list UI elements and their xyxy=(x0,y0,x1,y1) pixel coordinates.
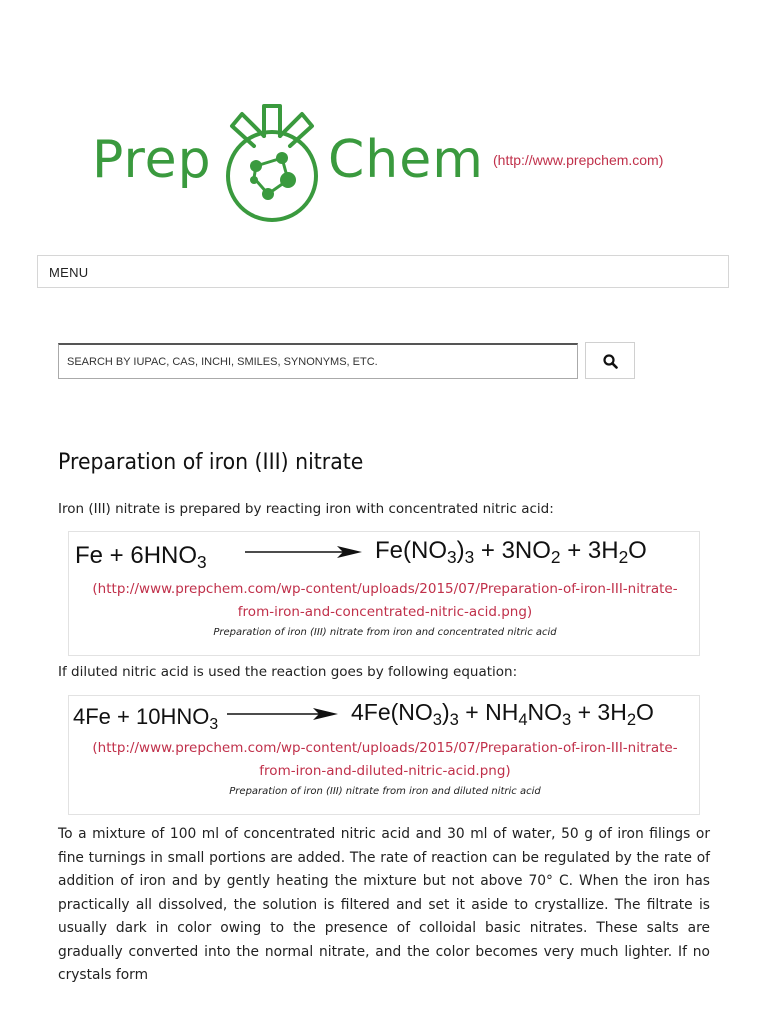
diluted-intro-paragraph: If diluted nitric acid is used the reaction goes by following equation: xyxy=(58,664,518,680)
equation-products: $4Fe(NO_3)_3 + NH_4NO_3 + 3H_2O$ xyxy=(351,699,654,729)
procedure-paragraph: To a mixture of 100 ml of concentrated nitric acid and 30 ml of water, 50 g of iron filings or fine turnings in small portions are added. The rate of reaction can be regulated by the rate of addition of iron and by gently heating the mixture but not above 70° C. When the iron has practically all dissolved, the solution is filtered and set it aside to crystallize. The filtrate is usually dark in color owing to the presence of colloidal basic nitrates. These salts are gradually converted into the normal nitrate, and the color becomes very much lighter. If no crystals form xyxy=(58,826,710,983)
reaction-arrow-icon xyxy=(227,707,339,721)
logo-text-prep: Prep xyxy=(92,130,212,190)
equation-figure-diluted xyxy=(68,695,700,815)
page-title: Preparation of iron (III) nitrate xyxy=(58,450,364,475)
search-icon xyxy=(603,354,618,369)
reaction-arrow-icon xyxy=(245,545,363,559)
equation-reactants: $4Fe + 10HNO_3$ xyxy=(73,704,219,733)
flask-molecule-icon xyxy=(218,98,326,226)
menu-bar[interactable] xyxy=(37,255,729,288)
equation-figure-concentrated xyxy=(68,531,700,656)
figure-image-link[interactable]: (http://www.prepchem.com/wp-content/uploads/2015/07/Preparation-of-iron-III-nitrate-from-iron-and-concentrated-nitric-acid.png) xyxy=(92,581,678,620)
site-url-link[interactable]: (http://www.prepchem.com) xyxy=(493,152,664,168)
logo-text-chem: Chem xyxy=(328,130,484,190)
search-input[interactable] xyxy=(58,343,578,379)
equation-reactants: $Fe + 6HNO_3$ xyxy=(75,542,207,573)
intro-paragraph: Iron (III) nitrate is prepared by reacting iron with concentrated nitric acid: xyxy=(58,501,554,517)
site-logo[interactable] xyxy=(90,98,490,226)
figure-caption: Preparation of iron (III) nitrate from iron and concentrated nitric acid xyxy=(213,627,557,638)
search-button[interactable] xyxy=(585,342,635,379)
figure-image-link[interactable]: (http://www.prepchem.com/wp-content/uploads/2015/07/Preparation-of-iron-III-nitrate-from-iron-and-diluted-nitric-acid.png) xyxy=(92,740,678,779)
menu-label: MENU xyxy=(49,265,89,280)
equation-products: $Fe(NO_3)_3 + 3NO_2 + 3H_2O$ xyxy=(375,537,647,568)
figure-caption: Preparation of iron (III) nitrate from iron and diluted nitric acid xyxy=(229,786,541,797)
